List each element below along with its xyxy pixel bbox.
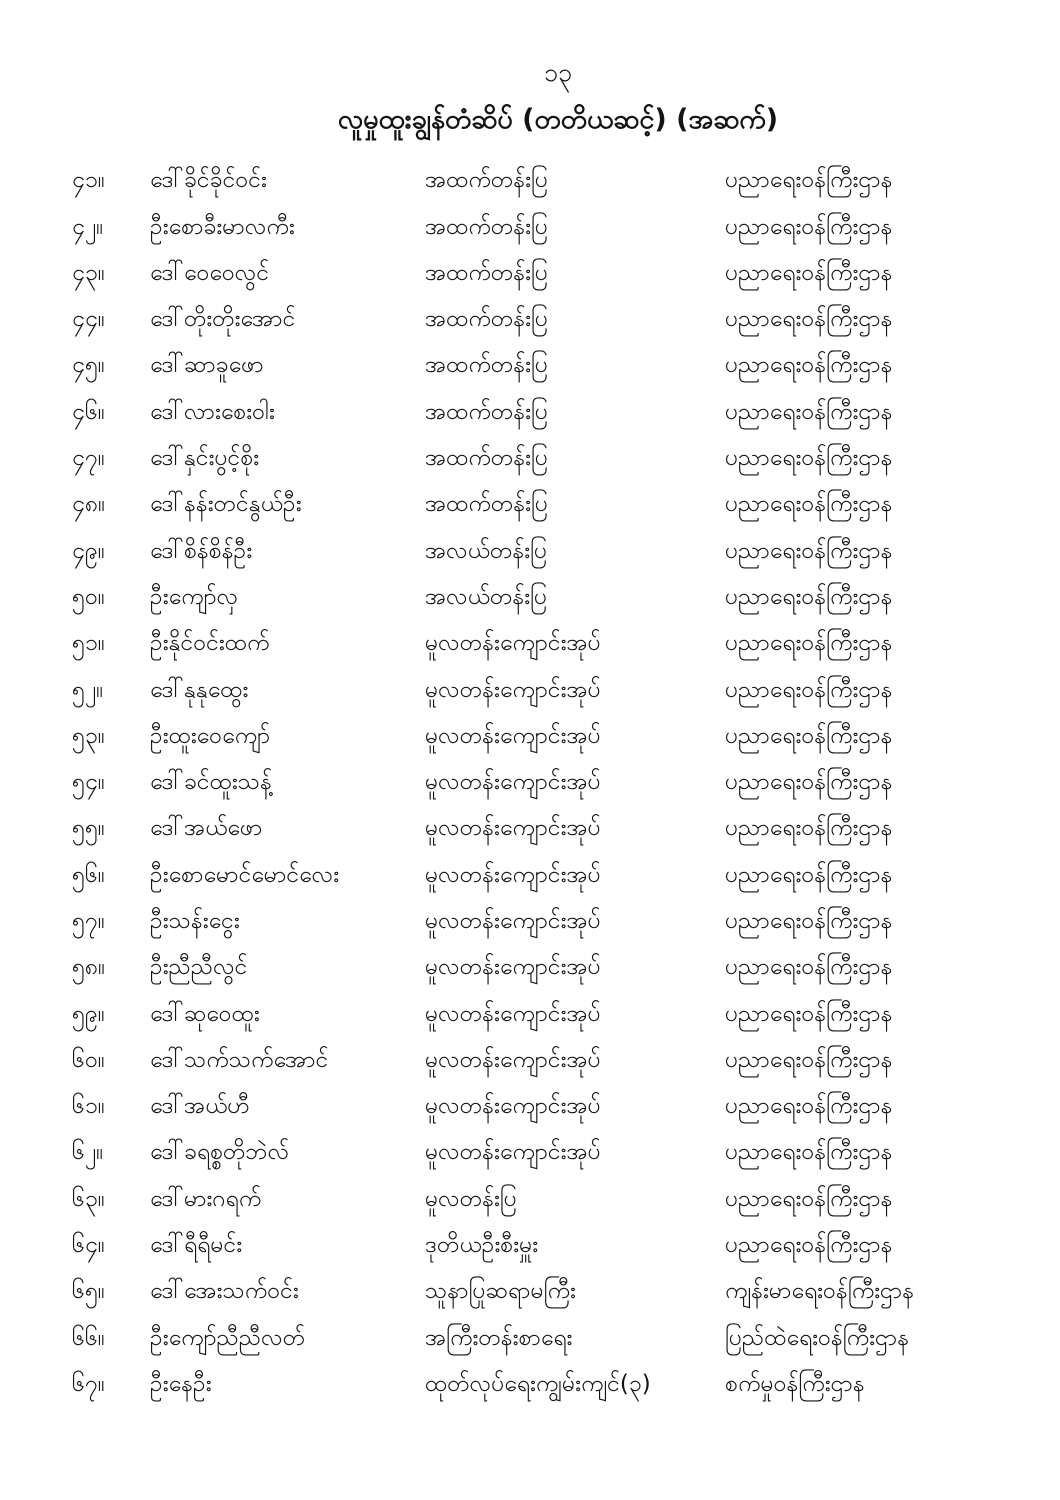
ministry-cell: ပညာရေးဝန်ကြီးဌာန bbox=[725, 722, 893, 749]
name-cell: ဒေါ်တိုးတိုးအောင် bbox=[150, 306, 296, 333]
row-number: ၅၁။ bbox=[72, 630, 105, 657]
table-row bbox=[72, 1270, 1060, 1316]
row-number: ၅၃။ bbox=[72, 722, 105, 749]
name-cell: ဒေါ်မားဂရက် bbox=[150, 1185, 262, 1212]
row-number: ၅၇။ bbox=[72, 907, 105, 934]
table-row bbox=[72, 1178, 1060, 1224]
name-cell: ဒေါ်ဝေဝေလွင် bbox=[150, 259, 270, 286]
position-cell: မူလတန်းကျောင်းအုပ် bbox=[425, 954, 601, 981]
position-cell: အကြီးတန်းစာရေး bbox=[425, 1324, 573, 1351]
position-cell: အထက်တန်းပြ bbox=[425, 259, 548, 286]
ministry-cell: ပညာရေးဝန်ကြီးဌာန bbox=[725, 259, 893, 286]
table-row bbox=[72, 1363, 1060, 1409]
table-row bbox=[72, 946, 1060, 992]
table-row bbox=[72, 205, 1060, 251]
ministry-cell: ပညာရေးဝန်ကြီးဌာန bbox=[725, 907, 893, 934]
row-number: ၅၈။ bbox=[72, 954, 106, 981]
position-cell: သူနာပြုဆရာမကြီး bbox=[425, 1278, 576, 1305]
row-number: ၄၆။ bbox=[72, 398, 105, 425]
ministry-cell: ပညာရေးဝန်ကြီးဌာန bbox=[725, 1046, 893, 1073]
table-row bbox=[72, 1085, 1060, 1131]
name-cell: ဒေါ်ခင်ထူးသန့် bbox=[150, 769, 272, 796]
position-cell: ဒုတိယဦးစီးမှူး bbox=[425, 1232, 539, 1259]
table-row bbox=[72, 1224, 1060, 1270]
position-cell: အထက်တန်းပြ bbox=[425, 352, 548, 379]
table-row bbox=[72, 854, 1060, 900]
row-number: ၄၇။ bbox=[72, 445, 105, 472]
table-row bbox=[72, 807, 1060, 853]
row-number: ၆၅။ bbox=[72, 1278, 105, 1305]
ministry-cell: စက်မှုဝန်ကြီးဌာန bbox=[725, 1370, 865, 1397]
row-number: ၄၅။ bbox=[72, 352, 105, 379]
row-number: ၆၂။ bbox=[72, 1139, 104, 1166]
position-cell: မူလတန်းကျောင်းအုပ် bbox=[425, 1000, 601, 1027]
table-row bbox=[72, 344, 1060, 390]
table-row bbox=[72, 1131, 1060, 1177]
table-row bbox=[72, 159, 1060, 205]
position-cell: ထုတ်လုပ်ရေးကျွမ်းကျင်(၃) bbox=[425, 1370, 651, 1397]
row-number: ၆၇။ bbox=[72, 1370, 105, 1397]
ministry-cell: ပညာရေးဝန်ကြီးဌာန bbox=[725, 1232, 893, 1259]
awards-table bbox=[72, 159, 1060, 1409]
row-number: ၅၀။ bbox=[72, 583, 105, 610]
table-row bbox=[72, 900, 1060, 946]
position-cell: အထက်တန်းပြ bbox=[425, 306, 548, 333]
ministry-cell: ပြည်ထဲရေးဝန်ကြီးဌာန bbox=[725, 1324, 910, 1351]
name-cell: ဒေါ်ဆာခူဖော bbox=[150, 352, 264, 379]
page-header bbox=[98, 0, 1018, 137]
name-cell: ဒေါ်ခိုင်ခိုင်ဝင်း bbox=[150, 167, 267, 194]
table-row bbox=[72, 298, 1060, 344]
name-cell: ဒေါ်ရီရီမင်း bbox=[150, 1232, 243, 1259]
ministry-cell: ပညာရေးဝန်ကြီးဌာန bbox=[725, 167, 893, 194]
position-cell: မူလတန်းကျောင်းအုပ် bbox=[425, 1046, 601, 1073]
row-number: ၄၃။ bbox=[72, 259, 105, 286]
row-number: ၆၁။ bbox=[72, 1093, 105, 1120]
table-row bbox=[72, 622, 1060, 668]
name-cell: ဦးနေဦး bbox=[150, 1370, 212, 1397]
ministry-cell: ပညာရေးဝန်ကြီးဌာန bbox=[725, 954, 893, 981]
table-row bbox=[72, 252, 1060, 298]
position-cell: မူလတန်းကျောင်းအုပ် bbox=[425, 676, 601, 703]
row-number: ၅၅။ bbox=[72, 815, 105, 842]
ministry-cell: ပညာရေးဝန်ကြီးဌာန bbox=[725, 1000, 893, 1027]
ministry-cell: ပညာရေးဝန်ကြီးဌာန bbox=[725, 815, 893, 842]
table-row bbox=[72, 715, 1060, 761]
row-number: ၄၂။ bbox=[72, 213, 104, 240]
name-cell: ဦးနိုင်ဝင်းထက် bbox=[150, 630, 270, 657]
row-number: ၆၄။ bbox=[72, 1232, 105, 1259]
name-cell: ဦးကျော်လှ bbox=[150, 583, 239, 610]
position-cell: မူလတန်းကျောင်းအုပ် bbox=[425, 630, 601, 657]
table-row bbox=[72, 483, 1060, 529]
position-cell: အထက်တန်းပြ bbox=[425, 445, 548, 472]
row-number: ၆၃။ bbox=[72, 1185, 105, 1212]
table-row bbox=[72, 391, 1060, 437]
table-row bbox=[72, 1317, 1060, 1363]
position-cell: အထက်တန်းပြ bbox=[425, 167, 548, 194]
name-cell: ဦးသန်းငွေး bbox=[150, 907, 240, 934]
position-cell: အထက်တန်းပြ bbox=[425, 213, 548, 240]
name-cell: ဒေါ်သက်သက်အောင် bbox=[150, 1046, 329, 1073]
name-cell: ဦးညီညီလွင် bbox=[150, 954, 248, 981]
position-cell: မူလတန်းကျောင်းအုပ် bbox=[425, 907, 601, 934]
position-cell: မူလတန်းကျောင်းအုပ် bbox=[425, 861, 601, 888]
table-row bbox=[72, 437, 1060, 483]
name-cell: ဒေါ်စိန်စိန်ဦး bbox=[150, 537, 253, 564]
table-row bbox=[72, 576, 1060, 622]
row-number: ၄၁။ bbox=[72, 167, 105, 194]
row-number: ၅၆။ bbox=[72, 861, 105, 888]
name-cell: ဦးထူးဝေကျော် bbox=[150, 722, 271, 749]
position-cell: မူလတန်းကျောင်းအုပ် bbox=[425, 769, 601, 796]
ministry-cell: ပညာရေးဝန်ကြီးဌာန bbox=[725, 1093, 893, 1120]
page-number: ၁၃ bbox=[543, 58, 573, 87]
position-cell: မူလတန်းကျောင်းအုပ် bbox=[425, 722, 601, 749]
position-cell: အလယ်တန်းပြ bbox=[425, 583, 548, 610]
row-number: ၅၄။ bbox=[72, 769, 105, 796]
ministry-cell: ပညာရေးဝန်ကြီးဌာန bbox=[725, 630, 893, 657]
ministry-cell: ပညာရေးဝန်ကြီးဌာန bbox=[725, 583, 893, 610]
ministry-cell: ပညာရေးဝန်ကြီးဌာန bbox=[725, 1139, 893, 1166]
name-cell: ဒေါ်ဆုဝေထူး bbox=[150, 1000, 260, 1027]
ministry-cell: ပညာရေးဝန်ကြီးဌာန bbox=[725, 769, 893, 796]
name-cell: ဒေါ်အယ်ဟီ bbox=[150, 1093, 250, 1120]
position-cell: အထက်တန်းပြ bbox=[425, 398, 548, 425]
name-cell: ဒေါ်နုနုထွေး bbox=[150, 676, 249, 703]
table-row bbox=[72, 761, 1060, 807]
row-number: ၄၉။ bbox=[72, 537, 105, 564]
name-cell: ဦးကျော်ညီညီလတ် bbox=[150, 1324, 306, 1351]
row-number: ၅၂။ bbox=[72, 676, 104, 703]
name-cell: ဒေါ်အေးသက်ဝင်း bbox=[150, 1278, 299, 1305]
name-cell: ဦးစောခီးမာလကီး bbox=[150, 213, 295, 240]
ministry-cell: ပညာရေးဝန်ကြီးဌာန bbox=[725, 861, 893, 888]
ministry-cell: ပညာရေးဝန်ကြီးဌာန bbox=[725, 398, 893, 425]
row-number: ၄၄။ bbox=[72, 306, 105, 333]
row-number: ၆၀။ bbox=[72, 1046, 105, 1073]
ministry-cell: ပညာရေးဝန်ကြီးဌာန bbox=[725, 213, 893, 240]
name-cell: ဦးစောမောင်မောင်လေး bbox=[150, 861, 340, 888]
table-row bbox=[72, 529, 1060, 575]
table-row bbox=[72, 668, 1060, 714]
ministry-cell: ပညာရေးဝန်ကြီးဌာန bbox=[725, 445, 893, 472]
ministry-cell: ပညာရေးဝန်ကြီးဌာန bbox=[725, 352, 893, 379]
name-cell: ဒေါ်ခရစ္စတိုဘဲလ် bbox=[150, 1139, 290, 1166]
name-cell: ဒေါ်နှင်းပွင့်စိုး bbox=[150, 445, 260, 472]
position-cell: အထက်တန်းပြ bbox=[425, 491, 548, 518]
position-cell: မူလတန်းပြ bbox=[425, 1185, 517, 1212]
row-number: ၄၈။ bbox=[72, 491, 106, 518]
position-cell: မူလတန်းကျောင်းအုပ် bbox=[425, 1093, 601, 1120]
position-cell: မူလတန်းကျောင်းအုပ် bbox=[425, 1139, 601, 1166]
row-number: ၆၆။ bbox=[72, 1324, 105, 1351]
position-cell: အလယ်တန်းပြ bbox=[425, 537, 548, 564]
name-cell: ဒေါ်နန်းတင်နွယ်ဦး bbox=[150, 491, 302, 518]
position-cell: မူလတန်းကျောင်းအုပ် bbox=[425, 815, 601, 842]
name-cell: ဒေါ်လားစေးဝါး bbox=[150, 398, 275, 425]
page-title: လူမှုထူးချွန်တံဆိပ် (တတိယဆင့်) (အဆက်) bbox=[337, 104, 779, 135]
ministry-cell: ပညာရေးဝန်ကြီးဌာန bbox=[725, 491, 893, 518]
name-cell: ဒေါ်အယ်ဖော bbox=[150, 815, 263, 842]
row-number: ၅၉။ bbox=[72, 1000, 105, 1027]
table-row bbox=[72, 1039, 1060, 1085]
ministry-cell: ပညာရေးဝန်ကြီးဌာန bbox=[725, 537, 893, 564]
table-row bbox=[72, 992, 1060, 1038]
ministry-cell: ပညာရေးဝန်ကြီးဌာန bbox=[725, 1185, 893, 1212]
ministry-cell: ကျန်းမာရေးဝန်ကြီးဌာန bbox=[725, 1278, 915, 1305]
ministry-cell: ပညာရေးဝန်ကြီးဌာန bbox=[725, 676, 893, 703]
ministry-cell: ပညာရေးဝန်ကြီးဌာန bbox=[725, 306, 893, 333]
